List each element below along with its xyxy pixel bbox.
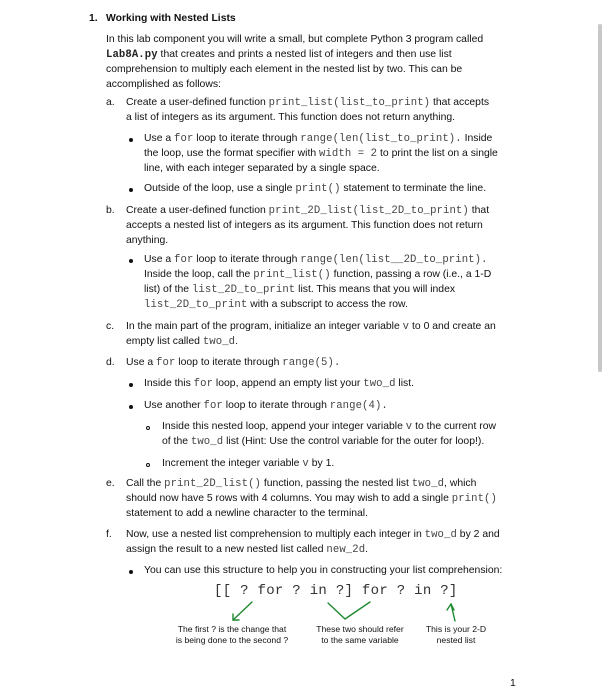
page-number: 1 (510, 678, 516, 689)
item-b-marker: b. (106, 205, 115, 216)
item-a-bullet-1-line-3: line, with each integer separated by a single space. (144, 163, 380, 174)
intro-line-4: accomplished as follows: (106, 79, 221, 90)
item-b-line-2: accepts a nested list of integers as its argument. This function does not return (126, 220, 483, 231)
item-f-line-1: Now, use a nested list comprehension to multiply each integer in two_d by 2 and (126, 529, 500, 541)
intro-line-2: Lab8A.py that creates and prints a nested list of integers and then use list (106, 49, 452, 61)
item-d-sub-1-line-2: of the two_d list (Hint: Use the control variable for the outer for loop!). (162, 436, 485, 448)
item-b-line-3: anything. (126, 235, 169, 246)
item-d-line-1: Use a for loop to iterate through range(5). (126, 357, 341, 369)
section-number: 1. (89, 13, 98, 24)
item-f-line-2: assign the result to a new nested list called new_2d. (126, 544, 369, 556)
comprehension-template: [[ ? for ? in ?] for ? in ?] (214, 583, 458, 599)
item-b-bullet-line-3: list) of the list_2D_to_print list. This means that you will index (144, 284, 456, 296)
item-a-marker: a. (106, 97, 115, 108)
intro-line-1: In this lab component you will write a small, but complete Python 3 program called (106, 34, 484, 45)
item-d-bullet-2: Use another for loop to iterate through range(4). (144, 400, 388, 412)
arrow-variable-pair (328, 602, 370, 619)
section-title: Working with Nested Lists (106, 13, 236, 24)
item-a-bullet-2: Outside of the loop, use a single print() statement to terminate the line. (144, 183, 487, 195)
note-first-question: The first ? is the change that is being done to the second ? (175, 624, 289, 645)
arrow-first-question (233, 602, 252, 620)
item-a-bullet-1-line-1: Use a for loop to iterate through range(len(list_to_print). Inside (144, 133, 493, 145)
item-b-bullet-line-1: Use a for loop to iterate through range(len(list__2D_to_print). (144, 254, 488, 266)
note-nested-list: This is your 2-D nested list (425, 624, 487, 645)
item-a-line-1: Create a user-defined function print_list(list_to_print) that accepts (126, 97, 490, 109)
item-d-bullet-1: Inside this for loop, append an empty list your two_d list. (144, 378, 415, 390)
item-d-sub-2: Increment the integer variable v by 1. (162, 458, 335, 470)
item-f-marker: f. (106, 529, 112, 540)
filename: Lab8A.py (106, 49, 158, 61)
item-b-bullet-line-2: Inside the loop, call the print_list() function, passing a row (i.e., a 1-D (144, 269, 492, 281)
item-e-line-1: Call the print_2D_list() function, passing the nested list two_d, which (126, 478, 477, 490)
item-d-sub-1-line-1: Inside this nested loop, append your integer variable v to the current row (162, 421, 496, 433)
note-variable-pair: These two should refer to the same variable (316, 624, 404, 645)
item-c-marker: c. (106, 321, 115, 332)
item-a-line-2: a list of integers as its argument. This function does not return anything. (126, 112, 456, 123)
item-f-bullet: You can use this structure to help you in constructing your list comprehension: (144, 565, 503, 576)
item-b-bullet-line-4: list_2D_to_print with a subscript to access the row. (144, 299, 408, 311)
item-c-line-1: In the main part of the program, initialize an integer variable v to 0 and create an (126, 321, 496, 333)
item-b-line-1: Create a user-defined function print_2D_list(list_2D_to_print) that (126, 205, 490, 217)
item-e-line-3: statement to add a newline character to the terminal. (126, 508, 369, 519)
item-d-marker: d. (106, 357, 115, 368)
item-a-bullet-1-line-2: the loop, use the format specifier with width = 2 to print the list on a single (144, 148, 498, 160)
vertical-scrollbar[interactable] (598, 24, 602, 372)
item-c-line-2: empty list called two_d. (126, 336, 238, 348)
item-e-line-2: should now have 5 rows with 4 columns. You may wish to add a single print() (126, 493, 497, 505)
item-e-marker: e. (106, 478, 115, 489)
intro-line-3: comprehension to multiply each element in the nested list by two. This can be (106, 64, 463, 75)
